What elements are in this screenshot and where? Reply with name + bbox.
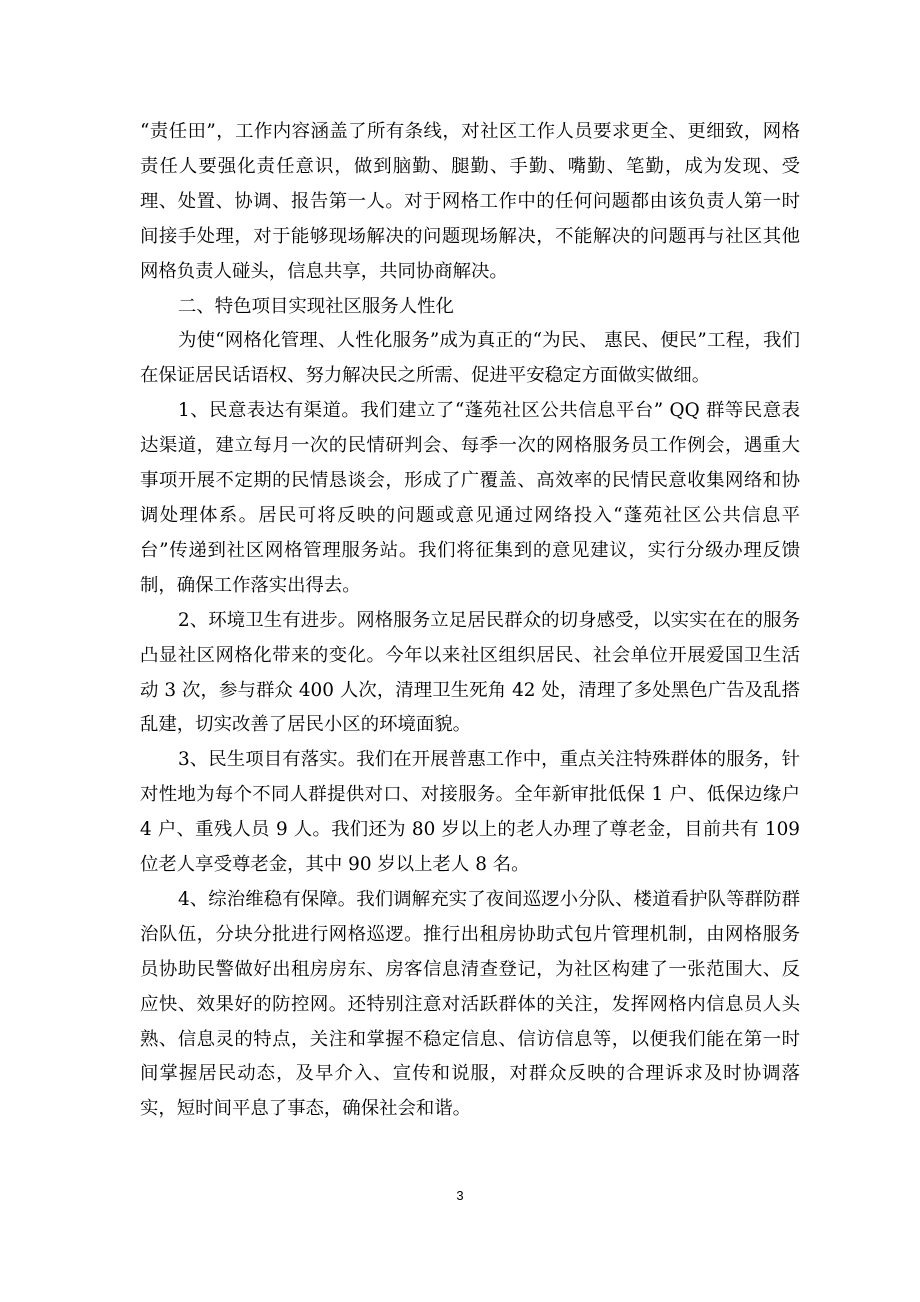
paragraph-continued: “责任田”，工作内容涵盖了所有条线，对社区工作人员要求更全、更细致，网格责任人要强化责任意识，做到脑勤、腿勤、手勤、嘴勤、笔勤，成为发现、受理、处置、协调、报告第一人。对于网格工作中的任何问题都由该负责人第一时间接手处理，对于能够现场解决的问题现场解决，不能解决的问题再与社区其他网格负责人碰头，信息共享，共同协商解决。 [140, 121, 800, 282]
paragraph-item-1: 1、民意表达有渠道。我们建立了“蓬苑社区公共信息平台” QQ 群等民意表达渠道，建立每月一次的民情研判会、每季一次的网格服务员工作例会，遇重大事项开展不定期的民情恳谈会，形成了广覆盖、高效率的民情民意收集网络和协调处理体系。居民可将反映的问题或意见通过网络投入“蓬苑社区公共信息平台”传递到社区网格管理服务站。我们将征集到的意见建议，实行分级办理反馈制，确保工作落实出得去。 [140, 400, 800, 596]
paragraph-item-2: 2、环境卫生有进步。网格服务立足居民群众的切身感受，以实实在在的服务凸显社区网格化带来的变化。今年以来社区组织居民、社会单位开展爱国卫生活动 3 次，参与群众 400 人次，清理卫生死角 42 处，清理了多处黑色广告及乱搭乱建，切实改善了居民小区的环境面貌。 [140, 609, 800, 736]
paragraph-item-4: 4、综治维稳有保障。我们调解充实了夜间巡逻小分队、楼道看护队等群防群治队伍，分块分批进行网格巡逻。推行出租房协助式包片管理机制，由网格服务员协助民警做好出租房房东、房客信息清查登记，为社区构建了一张范围大、反应快、效果好的防控网。还特别注意对活跃群体的关注，发挥网格内信息员人头熟、信息灵的特点，关注和掌握不稳定信息、信访信息等，以便我们能在第一时间掌握居民动态，及早介入、宣传和说服，对群众反映的合理诉求及时协调落实，短时间平息了事态，确保社会和谐。 [140, 888, 800, 1120]
paragraph-intro: 为使“网格化管理、人性化服务”成为真正的“为民、 惠民、便民”工程，我们在保证居民话语权、努力解决民之所需、促进平安稳定方面做实做细。 [140, 330, 800, 387]
paragraph-item-3: 3、民生项目有落实。我们在开展普惠工作中，重点关注特殊群体的服务，针对性地为每个不同人群提供对口、对接服务。全年新审批低保 1 户、低保边缘户 4 户、重残人员 9 人。我们还为 80 岁以上的老人办理了尊老金，目前共有 109 位老人享受尊老金，其中 90 岁以上老人 8 名。 [140, 749, 800, 876]
page-number: 3 [456, 1188, 464, 1203]
document-page [140, 115, 800, 1127]
section-heading: 二、特色项目实现社区服务人性化 [178, 295, 454, 317]
